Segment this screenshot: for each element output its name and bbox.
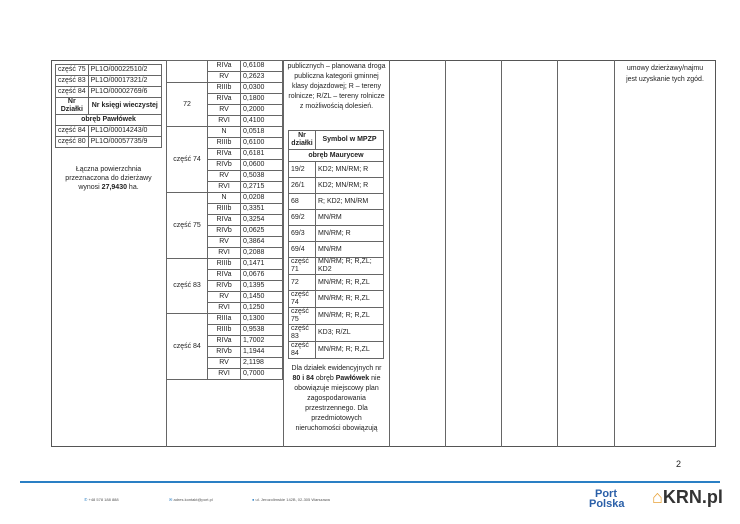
table-row — [289, 258, 384, 275]
footer-phone — [84, 497, 119, 502]
mpzp-parcel: 69/3 — [289, 226, 316, 242]
soil-class: RIVb — [208, 226, 241, 237]
kw-number: PL1O/00014243/0 — [88, 126, 161, 137]
parcel-name: część 75 — [167, 193, 208, 259]
soil-class: RIVa — [208, 94, 241, 105]
soil-class: RIVa — [208, 215, 241, 226]
parcel-name — [167, 61, 208, 83]
mpzp-intro-line: z możliwością dolesień. — [299, 103, 374, 110]
total-unit: ha. — [126, 184, 139, 191]
mpzp-note-line: przedmiotowych — [311, 415, 362, 422]
mpzp-symbol: MN/RM; R; R,ZL — [316, 291, 384, 308]
mpzp-intro-line: publicznych – planowana droga — [287, 63, 386, 70]
table-row — [167, 127, 283, 138]
mpzp-symbol: KD3; R/ZL — [316, 325, 384, 342]
mpzp-symbol: MN/RM; R; R,ZL — [316, 275, 384, 291]
location-icon: ● — [252, 497, 255, 502]
table-row — [167, 314, 283, 325]
soil-class: RVI — [208, 248, 241, 259]
col-divider — [557, 60, 558, 447]
table-row — [289, 275, 384, 291]
soil-class: RVI — [208, 303, 241, 314]
table-row — [289, 325, 384, 342]
area-value: 0,6108 — [241, 61, 283, 72]
footer-rule — [20, 481, 720, 483]
soil-class: RIIIb — [208, 138, 241, 149]
header-nr-dzialki: Nr działki — [289, 131, 316, 150]
table-row — [289, 178, 384, 194]
mpzp-note-line: zagospodarowania — [307, 395, 366, 402]
soil-class: RIVa — [208, 149, 241, 160]
table-row — [289, 242, 384, 258]
mpzp-parcel: część 75 — [289, 308, 316, 325]
mpzp-symbol: MN/RM; R; R,ZL; KD2 — [316, 258, 384, 275]
parcel-part: część 84 — [56, 87, 89, 98]
mpzp-note-line: nieruchomości obowiązują — [295, 425, 378, 432]
phone-icon: ✆ — [84, 497, 88, 502]
area-value: 0,3864 — [241, 237, 283, 248]
mpzp-symbol: MN/RM; R — [316, 226, 384, 242]
table-row — [289, 291, 384, 308]
table-row — [289, 308, 384, 325]
mail-icon: ✉ — [169, 497, 173, 502]
mpzp-parcel: część 84 — [289, 342, 316, 359]
col-divider — [389, 60, 390, 447]
footer-email — [169, 497, 213, 502]
parcel-part: część 75 — [56, 65, 89, 76]
kw-number: PL1O/00022510/2 — [88, 65, 161, 76]
area-value: 0,4100 — [241, 116, 283, 127]
area-value: 0,0208 — [241, 193, 283, 204]
area-value: 0,7000 — [241, 369, 283, 380]
header-nr: Nr Działki — [56, 98, 89, 115]
mpzp-symbol: MN/RM; R; R,ZL — [316, 308, 384, 325]
parcel-name: część 74 — [167, 127, 208, 193]
soil-class: RV — [208, 171, 241, 182]
mpzp-symbol: MN/RM — [316, 242, 384, 258]
parcel-classes-table — [166, 60, 283, 380]
mpzp-intro-line: publiczna kategorii gminnej — [294, 73, 379, 80]
parcel-part: część 84 — [56, 126, 89, 137]
mpzp-table — [288, 130, 384, 359]
table-row — [167, 193, 283, 204]
col-divider — [445, 60, 446, 447]
mpzp-parcel: 26/1 — [289, 178, 316, 194]
area-value: 0,1800 — [241, 94, 283, 105]
total-line1: Łączna powierzchnia — [75, 166, 142, 173]
table-row — [167, 83, 283, 94]
area-value: 0,1471 — [241, 259, 283, 270]
table-header-row — [289, 131, 384, 150]
soil-class: RIVb — [208, 160, 241, 171]
mpzp-parcel: 69/2 — [289, 210, 316, 226]
table-header-row — [56, 98, 162, 115]
soil-class: N — [208, 127, 241, 138]
col-divider — [501, 60, 502, 447]
parcel-part: część 83 — [56, 76, 89, 87]
parcel-name: część 84 — [167, 314, 208, 380]
soil-class: RIVb — [208, 281, 241, 292]
mpzp-parcel: 69/4 — [289, 242, 316, 258]
table-row — [167, 61, 283, 72]
area-value: 0,2623 — [241, 72, 283, 83]
soil-class: RV — [208, 292, 241, 303]
right-note-line: umowy dzierżawy/najmu — [626, 65, 704, 72]
mpzp-intro-line: klasy dojazdowej; R – tereny — [291, 83, 382, 90]
soil-class: RV — [208, 237, 241, 248]
land-register-table — [55, 64, 162, 148]
area-value: 0,0676 — [241, 270, 283, 281]
area-value: 0,0518 — [241, 127, 283, 138]
address-text: ul. Jerozolimskie 142B, 02-305 Warszawa — [255, 497, 330, 502]
soil-class: RIIIb — [208, 325, 241, 336]
area-value: 0,2000 — [241, 105, 283, 116]
port-polska-logo — [589, 489, 624, 509]
total-line3 — [55, 183, 162, 192]
area-value: 1,7002 — [241, 336, 283, 347]
krn-text: KRN.pl — [662, 487, 723, 507]
mpzp-parcel: część 71 — [289, 258, 316, 275]
section-row — [289, 150, 384, 162]
soil-class: RV — [208, 105, 241, 116]
mpzp-parcel: część 83 — [289, 325, 316, 342]
mpzp-parcel: 19/2 — [289, 162, 316, 178]
area-value: 0,1250 — [241, 303, 283, 314]
page-number: 2 — [676, 459, 682, 469]
col-divider — [614, 60, 615, 447]
table-row — [56, 87, 162, 98]
mpzp-symbol: MN/RM; R; R,ZL — [316, 342, 384, 359]
mpzp-symbol: KD2; MN/RM; R — [316, 178, 384, 194]
area-value: 0,6181 — [241, 149, 283, 160]
area-value: 0,0300 — [241, 83, 283, 94]
parcel-name: część 83 — [167, 259, 208, 314]
area-value: 0,1395 — [241, 281, 283, 292]
soil-class: RVI — [208, 369, 241, 380]
kw-number: PL1O/00057735/9 — [88, 137, 161, 148]
table-row — [289, 342, 384, 359]
mpzp-parcel: 68 — [289, 194, 316, 210]
soil-class: RIIIa — [208, 314, 241, 325]
area-value: 0,9538 — [241, 325, 283, 336]
krn-logo — [652, 487, 723, 508]
area-value: 0,2088 — [241, 248, 283, 259]
parcel-part: część 80 — [56, 137, 89, 148]
note-bold: Pawłówek — [335, 375, 370, 382]
mpzp-note-line: przestrzennego. Dla — [305, 405, 368, 412]
house-icon: ⌂ — [652, 487, 663, 507]
table-row — [56, 126, 162, 137]
mpzp-note-line: Dla działek ewidencyjnych nr — [291, 365, 382, 372]
mpzp-parcel: część 74 — [289, 291, 316, 308]
note-bold: 80 i 84 — [292, 375, 314, 382]
table-row — [56, 76, 162, 87]
soil-class: RV — [208, 72, 241, 83]
soil-class: RIVb — [208, 347, 241, 358]
area-value: 0,0625 — [241, 226, 283, 237]
soil-class: RIVa — [208, 336, 241, 347]
table-row — [56, 137, 162, 148]
section-label: obręb Pawłówek — [56, 115, 162, 126]
mpzp-symbol: R; KD2; MN/RM — [316, 194, 384, 210]
kw-number: PL1O/00017321/2 — [88, 76, 161, 87]
soil-class: RVI — [208, 182, 241, 193]
soil-class: RIIIb — [208, 204, 241, 215]
mpzp-symbol: KD2; MN/RM; R — [316, 162, 384, 178]
mpzp-symbol: MN/RM — [316, 210, 384, 226]
table-row — [167, 259, 283, 270]
area-value: 0,1300 — [241, 314, 283, 325]
total-line2: przeznaczona do dzierżawy — [65, 175, 152, 182]
table-row — [289, 194, 384, 210]
table-row — [289, 210, 384, 226]
table-row — [56, 65, 162, 76]
soil-class: RVI — [208, 116, 241, 127]
right-note-line: jest uzyskanie tych zgód. — [626, 76, 704, 83]
area-value: 0,3351 — [241, 204, 283, 215]
mpzp-parcel: 72 — [289, 275, 316, 291]
soil-class: RIVa — [208, 270, 241, 281]
area-value: 0,2715 — [241, 182, 283, 193]
mpzp-note-line: obowiązuje miejscowy plan — [294, 385, 379, 392]
soil-class: N — [208, 193, 241, 204]
total-value: 27,9430 — [101, 184, 127, 191]
soil-class: RIVa — [208, 61, 241, 72]
area-value: 0,3254 — [241, 215, 283, 226]
table-row — [289, 162, 384, 178]
logo-polska-text: Polska — [589, 498, 625, 510]
area-value: 0,6100 — [241, 138, 283, 149]
header-kw: Nr księgi wieczystej — [88, 98, 161, 115]
logo-port-text: Port — [595, 488, 617, 500]
soil-class: RIIIb — [208, 83, 241, 94]
header-symbol: Symbol w MPZP — [316, 131, 384, 150]
email-text: adres.kontakt@port.pl — [173, 497, 213, 502]
soil-class: RV — [208, 358, 241, 369]
soil-class: RIIIb — [208, 259, 241, 270]
area-value: 2,1198 — [241, 358, 283, 369]
parcel-name: 72 — [167, 83, 208, 127]
area-value: 0,1450 — [241, 292, 283, 303]
section-label: obręb Maurycew — [289, 150, 384, 162]
table-row — [289, 226, 384, 242]
area-value: 0,0600 — [241, 160, 283, 171]
kw-number: PL1O/00002769/6 — [88, 87, 161, 98]
footer-address — [252, 497, 330, 502]
mpzp-note-line: 80 i 84 obręb Pawłówek nie — [292, 375, 381, 382]
area-value: 0,5038 — [241, 171, 283, 182]
phone-text: +48 578 188 888 — [88, 497, 119, 502]
area-value: 1,1944 — [241, 347, 283, 358]
total-prefix: wynosi — [78, 184, 102, 191]
mpzp-intro-line: rolnicze; R/ZL – tereny rolnicze — [288, 93, 385, 100]
section-row — [56, 115, 162, 126]
